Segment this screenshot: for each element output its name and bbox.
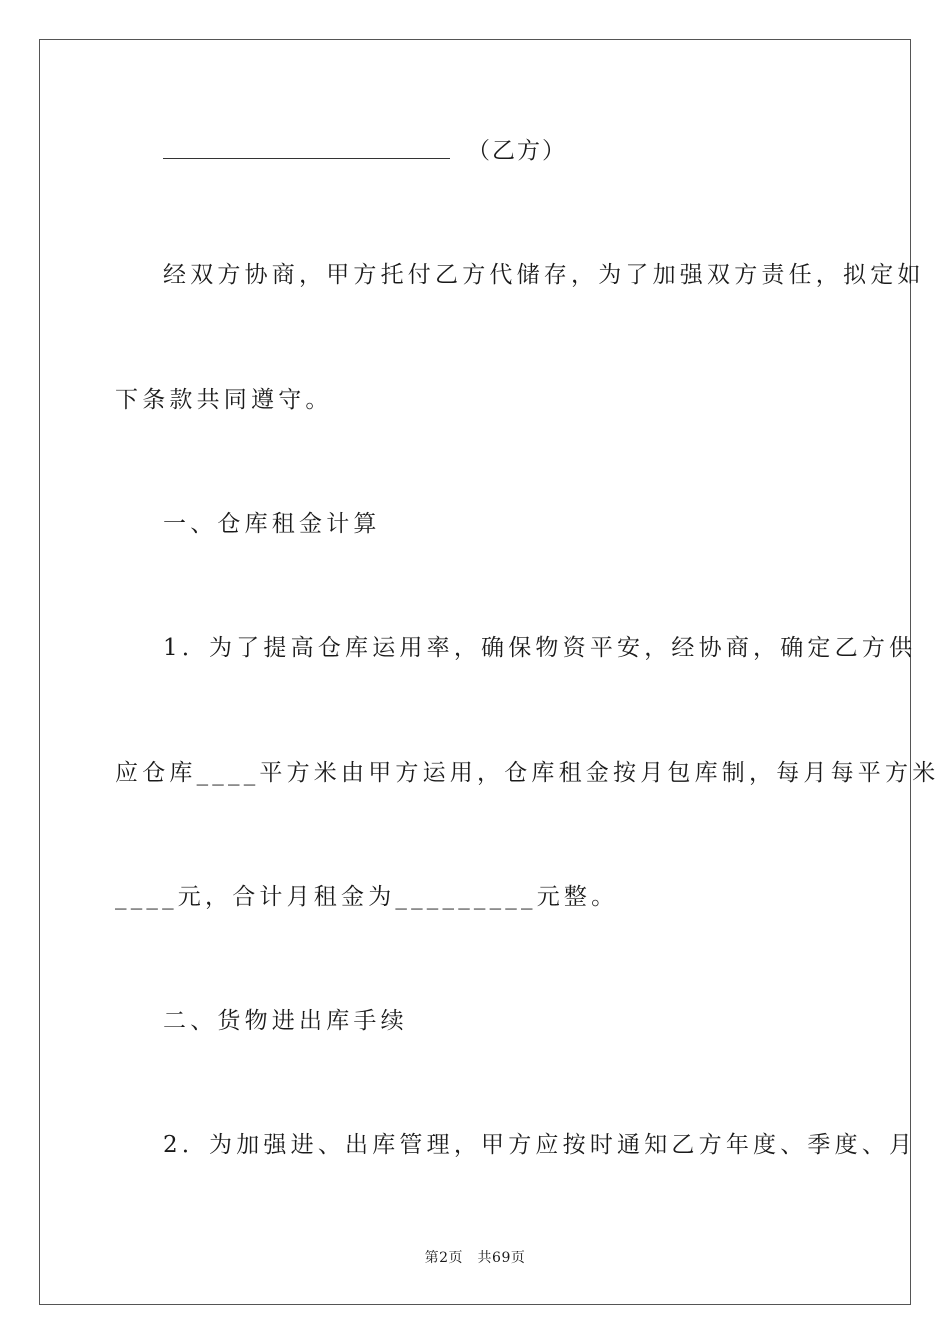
paragraph-line: 应仓库____平方米由甲方运用，仓库租金按月包库制，每月每平方米 xyxy=(115,760,940,786)
paragraph-line: 1．为了提高仓库运用率，确保物资平安，经协商，确定乙方供 xyxy=(163,635,917,661)
party-b-line xyxy=(0,131,950,171)
paragraph-line: 下条款共同遵守。 xyxy=(115,387,333,413)
page-number: 第2页 共69页 xyxy=(424,1250,526,1266)
party-b-label: （乙方） xyxy=(467,138,567,164)
paragraph-line: 2．为加强进、出库管理，甲方应按时通知乙方年度、季度、月 xyxy=(163,1132,917,1158)
paragraph-line: ____元，合计月租金为_________元整。 xyxy=(115,884,619,910)
section-heading: 一、仓库租金计算 xyxy=(163,511,381,537)
paragraph-line: 经双方协商，甲方托付乙方代储存，为了加强双方责任，拟定如 xyxy=(163,262,925,288)
page-border xyxy=(39,39,911,1305)
party-b-blank xyxy=(163,158,450,159)
section-heading: 二、货物进出库手续 xyxy=(163,1008,408,1034)
